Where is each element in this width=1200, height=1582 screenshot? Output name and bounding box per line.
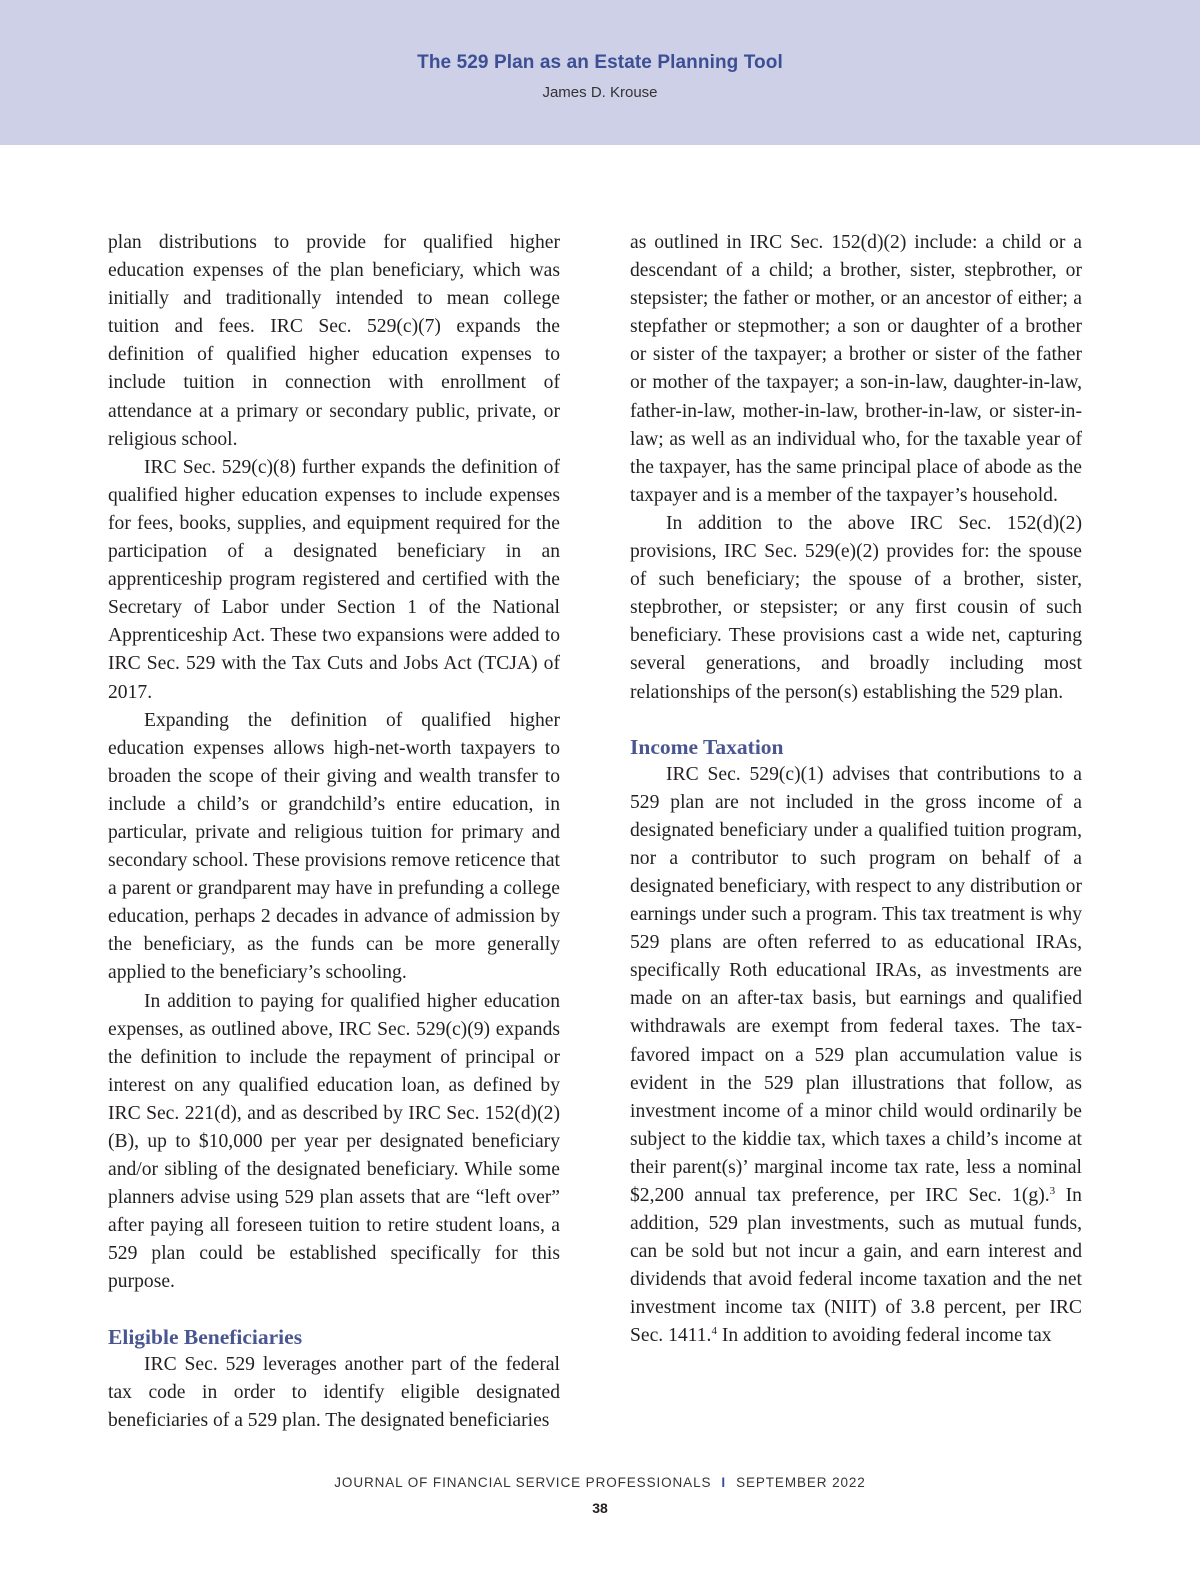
left-column [108, 229, 560, 1435]
body-text: IRC Sec. 529(c)(1) advises that contributions to a 529 plan are not included in the gross income of a designated beneficiary under a qualified tuition program, nor a contributor to such program on behalf of a designated beneficiary, with respect to any distribution or earnings under such a program. This tax treatment is why 529 plans are often referred to as educational IRAs, specifically Roth educational IRAs, as investments are made on an after-tax basis, but earnings and qualified withdrawals are exempt from federal taxes. The tax-favored impact on a 529 plan accumulation value is evident in the 529 plan illustrations that follow, as investment income of a minor child would ordinarily be subject to the kiddie tax, which taxes a child’s income at their parent(s)’ marginal income tax rate, less a nominal $2,200 annual tax preference, per IRC Sec. 1(g). [630, 763, 1082, 1206]
footnote-ref[interactable]: 4 [711, 1325, 717, 1338]
body-paragraph: plan distributions to provide for qualified higher education expenses of the plan beneficiary, which was initially and traditionally intended to mean college tuition and fees. IRC Sec. 529(c)(7) expands the definition of qualified higher education expenses to include tuition in connection with enrollment of attendance at a primary or secondary public, private, or religious school. [108, 232, 560, 450]
body-paragraph: IRC Sec. 529(c)(8) further expands the definition of qualified higher education expenses to include expenses for fees, books, supplies, and equipment required for the participation of a designated beneficiary in an apprenticeship program registered and certified with the Secretary of Labor under Section 1 of the National Apprenticeship Act. These two expansions were added to IRC Sec. 529 with the Tax Cuts and Jobs Act (TCJA) of 2017. [108, 456, 560, 703]
body-paragraph: In addition to the above IRC Sec. 152(d)(2) provisions, IRC Sec. 529(e)(2) provides for: the spouse of such beneficiary; the spouse of a brother, sister, stepbrother, or stepsister; or any first cousin of such beneficiary. These provisions cast a wide net, capturing several generations, and broadly including most relationships of the person(s) establishing the 529 plan. [630, 512, 1082, 703]
body-paragraph: as outlined in IRC Sec. 152(d)(2) include: a child or a descendant of a child; a brother, sister, stepbrother, or stepsister; the father or mother, or an ancestor of either; a stepfather or stepmother; a son or daughter of a brother or sister of the taxpayer; a brother or sister of the father or mother of the taxpayer; a son-in-law, daughter-in-law, father-in-law, mother-in-law, brother-in-law, or sister-in-law; as well as an individual who, for the taxable year of the taxpayer, has the same principal place of abode as the taxpayer and is a member of the taxpayer’s household. [630, 232, 1082, 506]
body-paragraph: In addition to paying for qualified higher education expenses, as outlined above, IRC Sec. 529(c)(9) expands the definition to include the repayment of principal or interest on any qualified education loan, as defined by IRC Sec. 221(d), and as described by IRC Sec. 152(d)(2)(B), up to $10,000 per year per designated beneficiary and/or sibling of the designated beneficiary. While some planners advise using 529 plan assets that are “left over” after paying all foreseen tuition to retire student loans, a 529 plan could be established specifically for this purpose. [108, 990, 560, 1293]
body-text: In addition to avoiding federal income tax [716, 1325, 1052, 1347]
journal-name: JOURNAL OF FINANCIAL SERVICE PROFESSIONALS [334, 1475, 712, 1490]
footer-journal-line [0, 1475, 1200, 1490]
footer-separator: I [721, 1475, 727, 1490]
body-paragraph: Expanding the definition of qualified higher education expenses allows high-net-worth taxpayers to broaden the scope of their giving and wealth transfer to include a child’s or grandchild’s entire education, in particular, private and religious tuition for primary and secondary school. These provisions remove reticence that a parent or grandparent may have in prefunding a college education, perhaps 2 decades in advance of admission by the beneficiary, as the funds can be more generally applied to the beneficiary’s schooling. [108, 709, 560, 984]
body-text: In addition, 529 plan investments, such as mutual funds, can be sold but not incur a gain, and earn interest and dividends that avoid federal income taxation and the net investment income tax (NIIT) of 3.8 percent, per IRC Sec. 1411. [630, 1185, 1082, 1347]
article-title: The 529 Plan as an Estate Planning Tool [417, 52, 783, 73]
article-author: James D. Krouse [542, 84, 658, 101]
issue-date: SEPTEMBER 2022 [736, 1475, 866, 1490]
right-column [630, 229, 1082, 1351]
footnote-ref[interactable]: 3 [1049, 1185, 1056, 1197]
section-heading-income-taxation: Income Taxation [630, 734, 784, 759]
page-number: 38 [592, 1500, 608, 1516]
body-paragraph [630, 761, 1082, 1351]
section-heading-eligible-beneficiaries: Eligible Beneficiaries [108, 1324, 303, 1349]
body-paragraph: IRC Sec. 529 leverages another part of the federal tax code in order to identify eligible designated beneficiaries of a 529 plan. The designated beneficiaries [108, 1353, 560, 1431]
